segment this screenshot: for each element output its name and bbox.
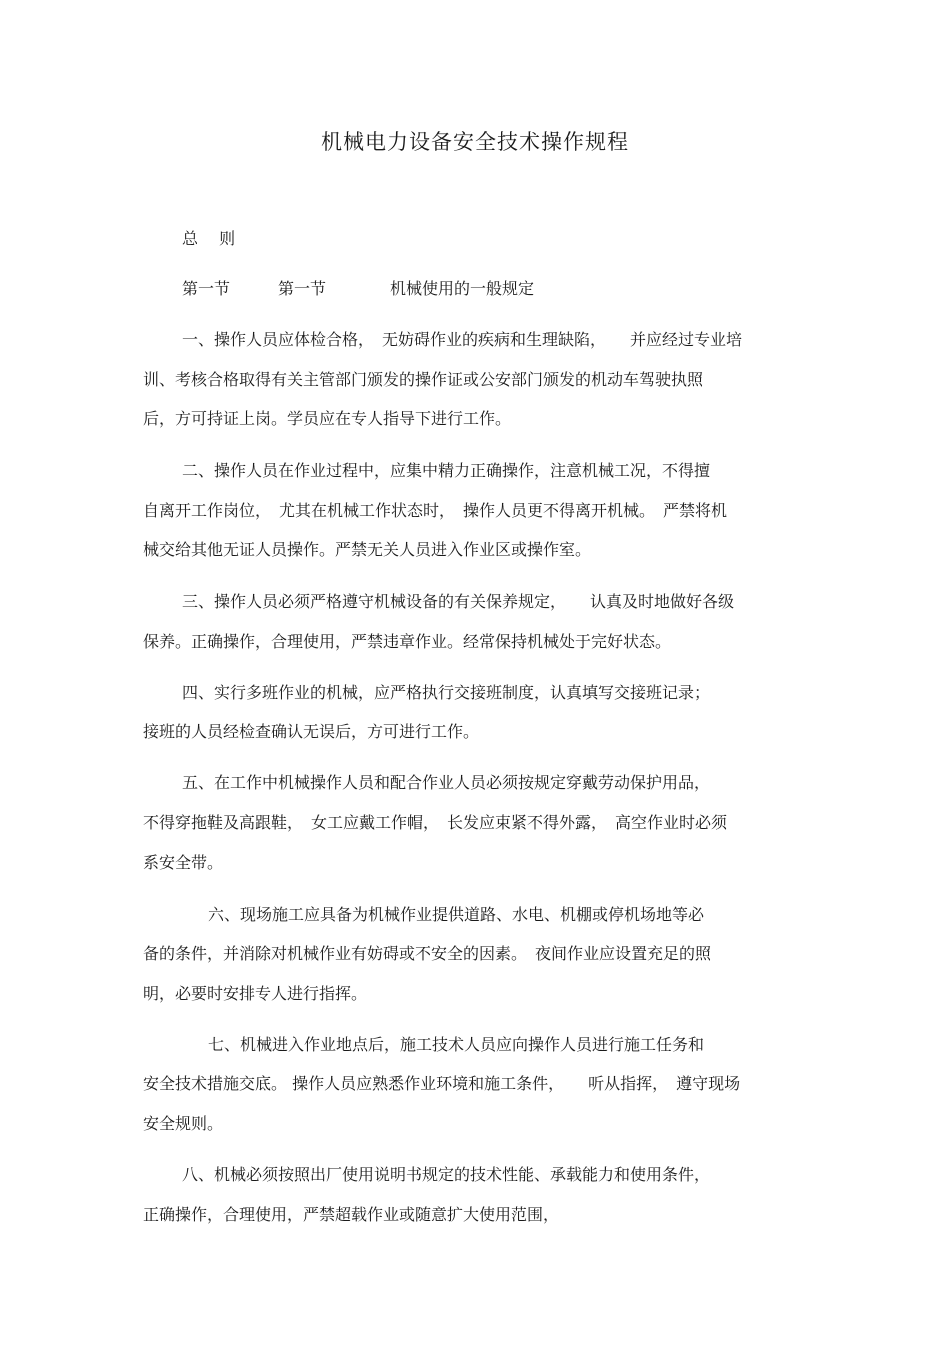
paragraph-line: 七、机械进入作业地点后，施工技术人员应向操作人员进行施工任务和: [208, 1035, 705, 1054]
paragraph-line: 正确操作，合理使用，严禁超载作业或随意扩大使用范围，: [143, 1205, 560, 1224]
paragraph-line: 系安全带。: [143, 853, 224, 872]
paragraph-line: 八、机械必须按照出厂使用说明书规定的技术性能、承载能力和使用条件，: [182, 1165, 711, 1184]
paragraph-line: 训、考核合格取得有关主管部门颁发的操作证或公安部门颁发的机动车驾驶执照: [143, 370, 704, 389]
paragraph-line: 安全技术措施交底。 操作人员应熟悉作业环境和施工条件， 听从指挥， 遵守现场: [143, 1074, 741, 1093]
paragraph-line: 六、现场施工应具备为机械作业提供道路、水电、机棚或停机场地等必: [208, 905, 705, 924]
paragraph-line: 五、在工作中机械操作人员和配合作业人员必须按规定穿戴劳动保护用品，: [182, 773, 711, 792]
paragraph-line: 安全规则。: [143, 1114, 224, 1133]
paragraph-line: 自离开工作岗位， 尤其在机械工作状态时， 操作人员更不得离开机械。 严禁将机: [143, 501, 728, 520]
paragraph-line: 一、操作人员应体检合格， 无妨碍作业的疾病和生理缺陷， 并应经过专业培: [182, 330, 743, 349]
paragraph-line: 后，方可持证上岗。学员应在专人指导下进行工作。: [143, 409, 512, 428]
paragraph-line: 明，必要时安排专人进行指挥。: [143, 984, 368, 1003]
general-heading: 总 则: [182, 229, 236, 248]
document-title: 机械电力设备安全技术操作规程: [321, 130, 629, 154]
paragraph-line: 三、操作人员必须严格遵守机械设备的有关保养规定， 认真及时地做好各级: [182, 592, 735, 611]
paragraph-line: 不得穿拖鞋及高跟鞋， 女工应戴工作帽， 长发应束紧不得外露， 高空作业时必须: [143, 813, 728, 832]
paragraph-line: 备的条件，并消除对机械作业有妨碍或不安全的因素。 夜间作业应设置充足的照: [143, 944, 712, 963]
paragraph-line: 四、实行多班作业的机械，应严格执行交接班制度，认真填写交接班记录；: [182, 683, 711, 702]
paragraph-line: 械交给其他无证人员操作。严禁无关人员进入作业区或操作室。: [143, 540, 592, 559]
paragraph-line: 二、操作人员在作业过程中，应集中精力正确操作，注意机械工况，不得擅: [182, 461, 711, 480]
paragraph-line: 接班的人员经检查确认无误后，方可进行工作。: [143, 722, 480, 741]
section-heading: 第一节 第一节 机械使用的一般规定: [182, 279, 535, 298]
paragraph-line: 保养。正确操作，合理使用，严禁违章作业。经常保持机械处于完好状态。: [143, 632, 672, 651]
